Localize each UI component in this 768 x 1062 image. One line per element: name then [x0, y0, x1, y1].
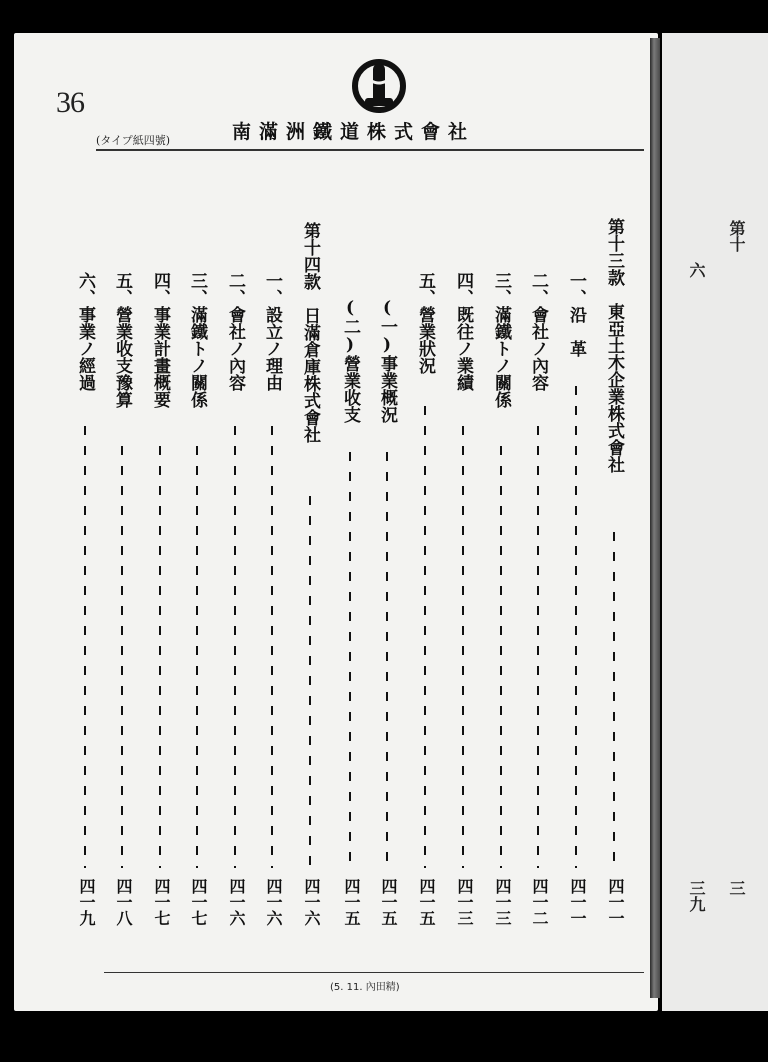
- toc-leader-dots: [121, 446, 123, 868]
- toc-entry-title: 六、事業ノ經過: [75, 272, 95, 391]
- toc-leader-dots: [196, 446, 198, 868]
- toc-entry-title: 一、沿 革: [566, 272, 586, 357]
- toc-entry-page: 四一六: [302, 878, 321, 926]
- header-rule: [96, 149, 644, 151]
- toc-entry-title: 三、滿鐵トノ關係: [491, 272, 511, 408]
- toc-entry-page: 四一五: [379, 878, 398, 926]
- toc-entry-title: 四、事業計畫概要: [150, 272, 170, 408]
- toc-entry-title: 五、營業狀況: [415, 272, 435, 374]
- company-logo: [351, 58, 407, 114]
- toc-entry-title: 二、會社ノ內容: [225, 272, 245, 391]
- toc-entry-page: 四一七: [152, 878, 171, 926]
- toc-leader-dots: [84, 426, 86, 868]
- toc-leader-dots: [500, 446, 502, 868]
- toc-entry-page: 四一五: [342, 878, 361, 926]
- toc-leader-dots: [386, 452, 388, 868]
- toc-entry-title: 四、既往ノ業績: [453, 272, 473, 391]
- footer-rule: [104, 972, 644, 973]
- facing-page: [662, 33, 768, 1011]
- right-page-item-number: 三九: [687, 880, 706, 912]
- toc-entry-title: (一)事業概況: [377, 298, 397, 423]
- toc-leader-dots: [613, 532, 615, 868]
- toc-leader-dots: [462, 426, 464, 868]
- toc-leader-dots: [575, 386, 577, 868]
- right-page-heading: 第十: [727, 220, 746, 252]
- book-gutter: [650, 38, 660, 998]
- paper-type-note: (タイプ紙四號): [96, 134, 171, 147]
- page-number: 36: [56, 86, 84, 119]
- toc-entry-page: 四一一: [606, 878, 625, 926]
- toc-leader-dots: [234, 426, 236, 868]
- toc-leader-dots: [271, 426, 273, 868]
- toc-leader-dots: [349, 452, 351, 868]
- toc-leader-dots: [537, 426, 539, 868]
- toc-entry-title: 第十三款 東亞土木企業株式會社: [604, 218, 624, 473]
- right-page-number: 三: [727, 880, 746, 896]
- document-page: [14, 33, 658, 1011]
- toc-entry-title: (二)營業收支: [340, 298, 360, 423]
- toc-entry-page: 四一六: [264, 878, 283, 926]
- toc-leader-dots: [309, 496, 311, 868]
- toc-entry-page: 四一二: [530, 878, 549, 926]
- toc-entry-page: 四一三: [493, 878, 512, 926]
- toc-leader-dots: [424, 406, 426, 868]
- right-page-item: 六: [687, 262, 706, 278]
- footer-note: (5. 11. 內田精): [330, 982, 400, 993]
- toc-entry-title: 一、設立ノ理由: [262, 272, 282, 391]
- company-name: 南滿洲鐵道株式會社: [232, 121, 476, 143]
- toc-entry-page: 四一八: [114, 878, 133, 926]
- toc-entry-page: 四一五: [417, 878, 436, 926]
- toc-leader-dots: [159, 446, 161, 868]
- toc-entry-title: 五、營業收支豫算: [112, 272, 132, 408]
- toc-entry-title: 第十四款 日滿倉庫株式會社: [300, 222, 320, 443]
- toc-entry-page: 四一九: [77, 878, 96, 926]
- toc-entry-page: 四一七: [189, 878, 208, 926]
- toc-entry-title: 三、滿鐵トノ關係: [187, 272, 207, 408]
- toc-entry-page: 四一一: [568, 878, 587, 926]
- toc-entry-page: 四一六: [227, 878, 246, 926]
- toc-entry-page: 四一三: [455, 878, 474, 926]
- toc-entry-title: 二、會社ノ內容: [528, 272, 548, 391]
